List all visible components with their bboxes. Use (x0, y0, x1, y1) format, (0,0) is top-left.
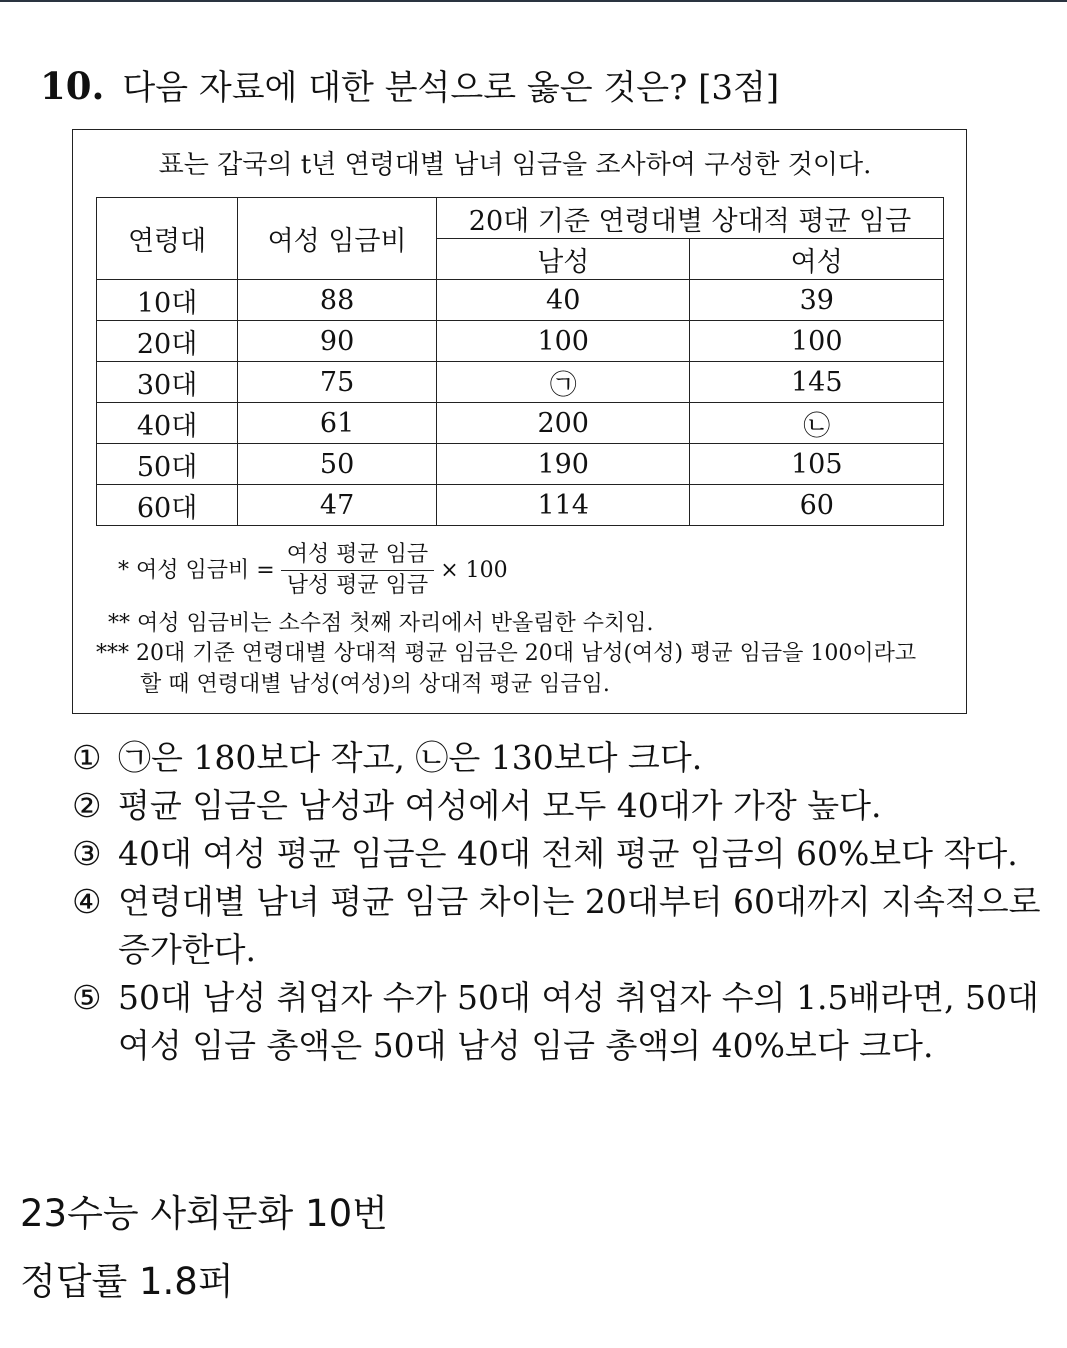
header-female: 여성 (690, 239, 944, 280)
option-5[interactable] (72, 974, 1040, 1070)
table-row (97, 444, 944, 485)
option-text: 50대 남성 취업자 수가 50대 여성 취업자 수의 1.5배라면, 50대 (118, 978, 1039, 1017)
cell-age: 20대 (97, 321, 238, 362)
cell-female: 60 (690, 485, 944, 526)
box-intro: 표는 갑국의 t년 연령대별 남녀 임금을 조사하여 구성한 것이다. (158, 150, 872, 180)
cell-ratio: 88 (238, 280, 437, 321)
cell-male: ㉠ (436, 362, 690, 403)
option-3[interactable] (72, 830, 1040, 878)
formula-prefix: * 여성 임금비 = (118, 557, 275, 583)
table-row (97, 485, 944, 526)
table-row (97, 403, 944, 444)
header-ratio: 여성 임금비 (238, 198, 437, 280)
option-text-continued: 여성 임금 총액은 50대 남성 임금 총액의 40%보다 크다. (118, 1026, 934, 1065)
cell-ratio: 50 (238, 444, 437, 485)
note-rounding: ** 여성 임금비는 소수점 첫째 자리에서 반올림한 수치임. (108, 611, 654, 636)
table-row (97, 280, 944, 321)
option-marker: ② (72, 786, 102, 825)
cell-female: 39 (690, 280, 944, 321)
table-row (97, 362, 944, 403)
formula-numerator: 여성 평균 임금 (281, 540, 435, 571)
formula-denominator: 남성 평균 임금 (286, 573, 429, 598)
wage-table (96, 197, 944, 526)
table-row (97, 321, 944, 362)
option-text: ㉠은 180보다 작고, ㉡은 130보다 크다. (118, 738, 703, 777)
caption-title: 23수능 사회문화 10번 (20, 1192, 388, 1235)
option-2[interactable] (72, 782, 1040, 830)
cell-age: 10대 (97, 280, 238, 321)
option-text: 연령대별 남녀 평균 임금 차이는 20대부터 60대까지 지속적으로 (118, 882, 1041, 921)
cell-age: 50대 (97, 444, 238, 485)
cell-age: 60대 (97, 485, 238, 526)
top-border (0, 0, 1067, 2)
header-relative: 20대 기준 연령대별 상대적 평균 임금 (436, 198, 943, 239)
cell-age: 30대 (97, 362, 238, 403)
note-formula (118, 540, 508, 601)
option-text: 평균 임금은 남성과 여성에서 모두 40대가 가장 높다. (118, 786, 882, 825)
cell-age: 40대 (97, 403, 238, 444)
cell-ratio: 61 (238, 403, 437, 444)
question-header (40, 60, 779, 109)
option-text-continued: 증가한다. (118, 930, 257, 969)
note-relative-line2: 할 때 연령대별 남성(여성)의 상대적 평균 임금임. (140, 672, 610, 697)
cell-female: 100 (690, 321, 944, 362)
cell-ratio: 75 (238, 362, 437, 403)
question-text: 다음 자료에 대한 분석으로 옳은 것은? [3점] (122, 68, 780, 108)
formula-fraction (281, 540, 435, 601)
cell-male: 190 (436, 444, 690, 485)
header-age: 연령대 (97, 198, 238, 280)
note-relative-line1: *** 20대 기준 연령대별 상대적 평균 임금은 20대 남성(여성) 평균 임금을 100이라고 (96, 641, 917, 666)
cell-male: 100 (436, 321, 690, 362)
cell-female: 145 (690, 362, 944, 403)
question-number: 10. (40, 64, 105, 108)
option-marker: ① (72, 738, 102, 777)
option-1[interactable] (72, 734, 1040, 782)
cell-female: ㉡ (690, 403, 944, 444)
option-marker: ⑤ (72, 978, 102, 1017)
answer-options (72, 734, 1040, 1070)
cell-male: 200 (436, 403, 690, 444)
cell-ratio: 47 (238, 485, 437, 526)
cell-female: 105 (690, 444, 944, 485)
formula-suffix: × 100 (440, 557, 508, 583)
cell-ratio: 90 (238, 321, 437, 362)
header-male: 남성 (436, 239, 690, 280)
cell-male: 114 (436, 485, 690, 526)
option-marker: ④ (72, 882, 102, 921)
option-marker: ③ (72, 834, 102, 873)
option-4[interactable] (72, 878, 1040, 974)
option-text: 40대 여성 평균 임금은 40대 전체 평균 임금의 60%보다 작다. (118, 834, 1018, 873)
caption-rate: 정답률 1.8퍼 (20, 1260, 234, 1303)
cell-male: 40 (436, 280, 690, 321)
